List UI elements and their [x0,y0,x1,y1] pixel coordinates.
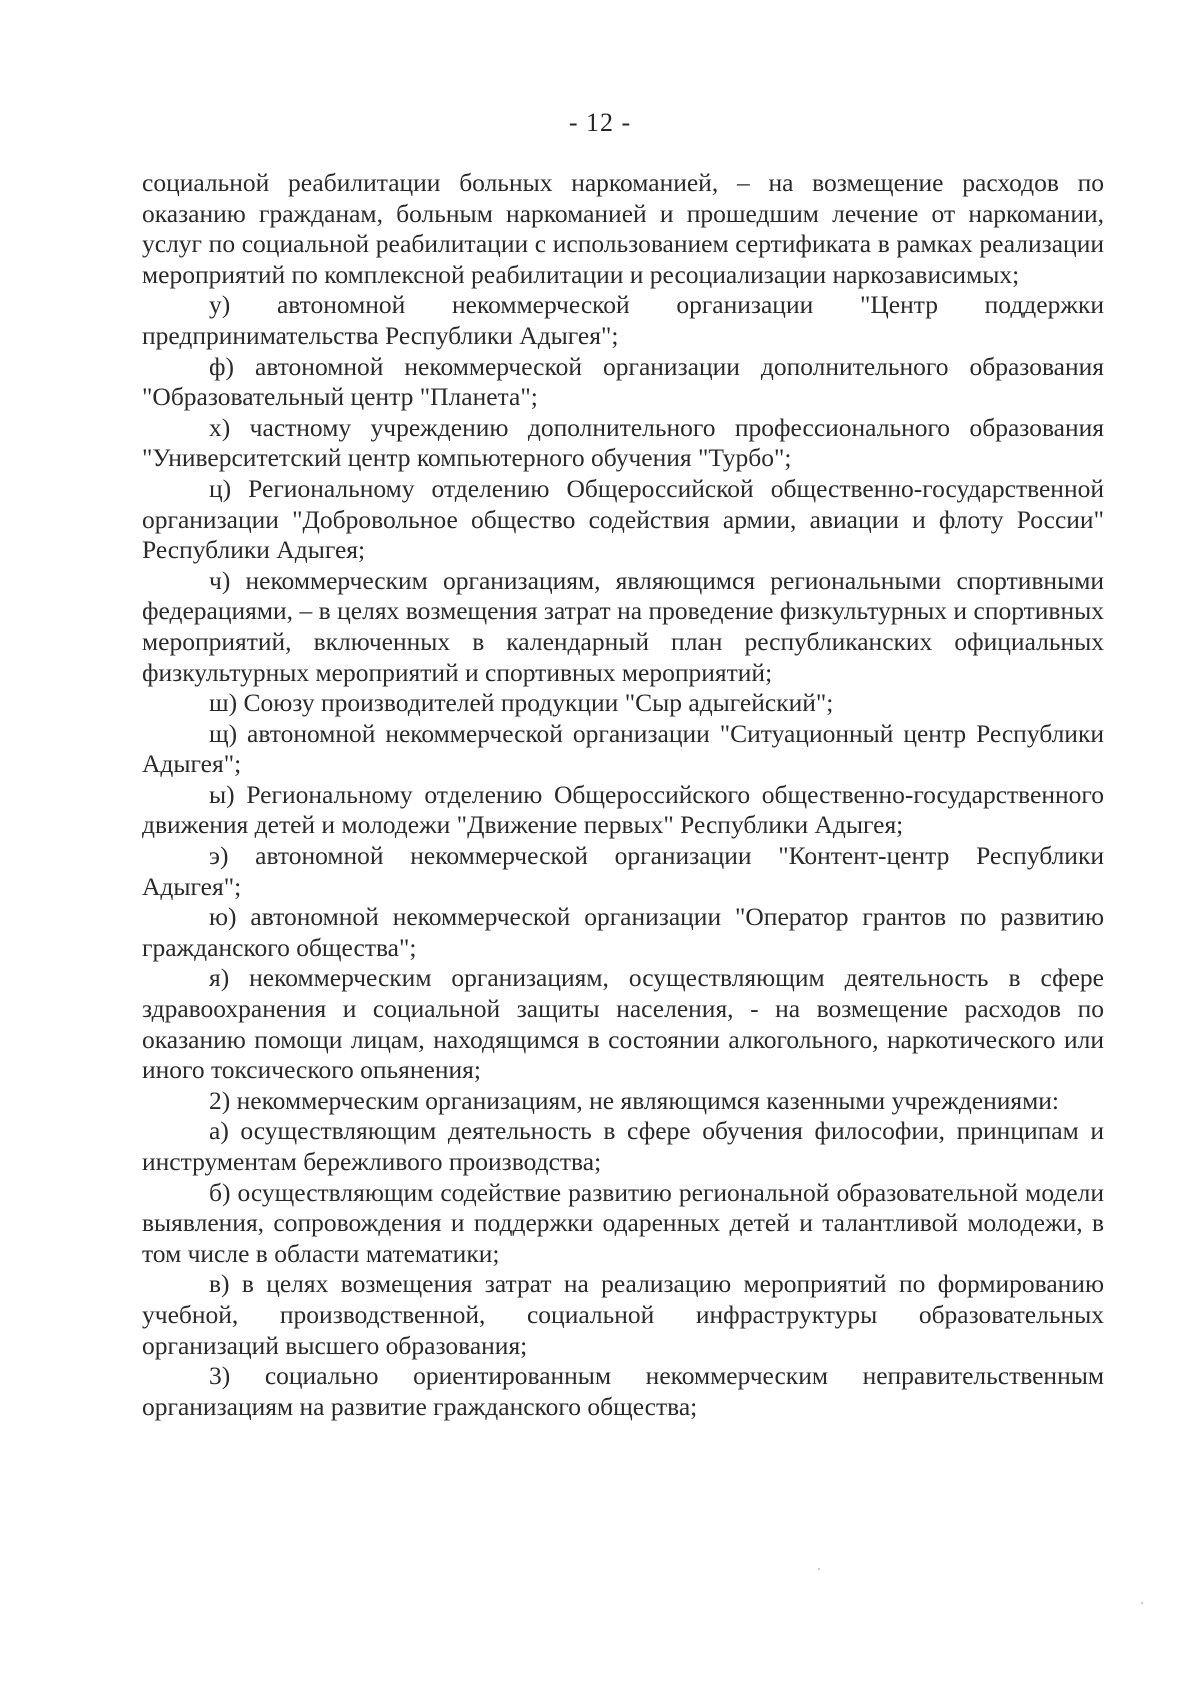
paragraph-section-3: 3) социально ориентированным некоммерческим неправительственным организациям на развитие гражданского общества; [142,1361,1104,1421]
paragraph-item-ts: ц) Региональному отделению Общероссийской общественно-государственной организации "Добровольное общество содействия армии, авиации и флоту России" Республики Адыгея; [142,473,1104,565]
paragraph-item-kh: х) частному учреждению дополнительного профессионального образования "Университетский центр компьютерного обучения "Турбо"; [142,412,1104,473]
paragraph-item-ch: ч) некоммерческим организациям, являющимся региональными спортивными федерациями, – в целях возмещения затрат на проведение физкультурных и спортивных мероприятий, включенных в календарный план республиканских официальных физкультурных мероприятий и спортивных мероприятий; [142,565,1104,687]
paragraph-item-v: в) в целях возмещения затрат на реализацию мероприятий по формированию учебной, производственной, социальной инфраструктуры образовательных организаций высшего образования; [142,1269,1104,1360]
page-number: - 12 - [568,108,632,137]
paragraph-item-yu: ю) автономной некоммерческой организации "Оператор грантов по развитию гражданского общества"; [142,902,1104,962]
scan-speck [1141,1602,1143,1604]
paragraph-item-f: ф) автономной некоммерческой организации дополнительного образования "Образовательный центр "Планета"; [142,351,1104,412]
paragraph-item-sh: ш) Союзу производителей продукции "Сыр адыгейский"; [209,688,834,718]
paragraph-item-u: у) автономной некоммерческой организации "Центр поддержки предпринимательства Республики Адыгея"; [142,290,1104,350]
paragraph-item-ya: я) некоммерческим организациям, осуществляющим деятельность в сфере здравоохранения и социальной защиты населения, - на возмещение расходов по оказанию помощи лицам, находящимся в состоянии алкогольного, наркотического или иного токсического опьянения; [142,963,1104,1085]
scan-speck [818,1568,820,1570]
paragraph-item-shch: щ) автономной некоммерческой организации "Ситуационный центр Республики Адыгея"; [142,718,1104,779]
document-body [142,168,1104,1422]
paragraph-item-b: б) осуществляющим содействие развитию региональной образовательной модели выявления, сопровождения и поддержки одаренных детей и талантливой молодежи, в том числе в области математики; [142,1177,1104,1268]
paragraph-item-y: ы) Региональному отделению Общероссийского общественно-государственного движения детей и молодежи "Движение первых" Республики Адыгея; [142,779,1104,840]
paragraph-section-2: 2) некоммерческим организациям, не являющимся казенными учреждениями: [209,1085,1060,1115]
paragraph-continuation: социальной реабилитации больных наркоманией, – на возмещение расходов по оказанию гражданам, больным наркоманией и прошедшим лечение от наркомании, услуг по социальной реабилитации с использованием сертификата в рамках реализации мероприятий по комплексной реабилитации и ресоциализации наркозависимых; [142,168,1104,289]
paragraph-item-a: а) осуществляющим деятельность в сфере обучения философии, принципам и инструментам бережливого производства; [142,1116,1104,1176]
paragraph-item-e: э) автономной некоммерческой организации "Контент-центр Республики Адыгея"; [142,841,1104,901]
